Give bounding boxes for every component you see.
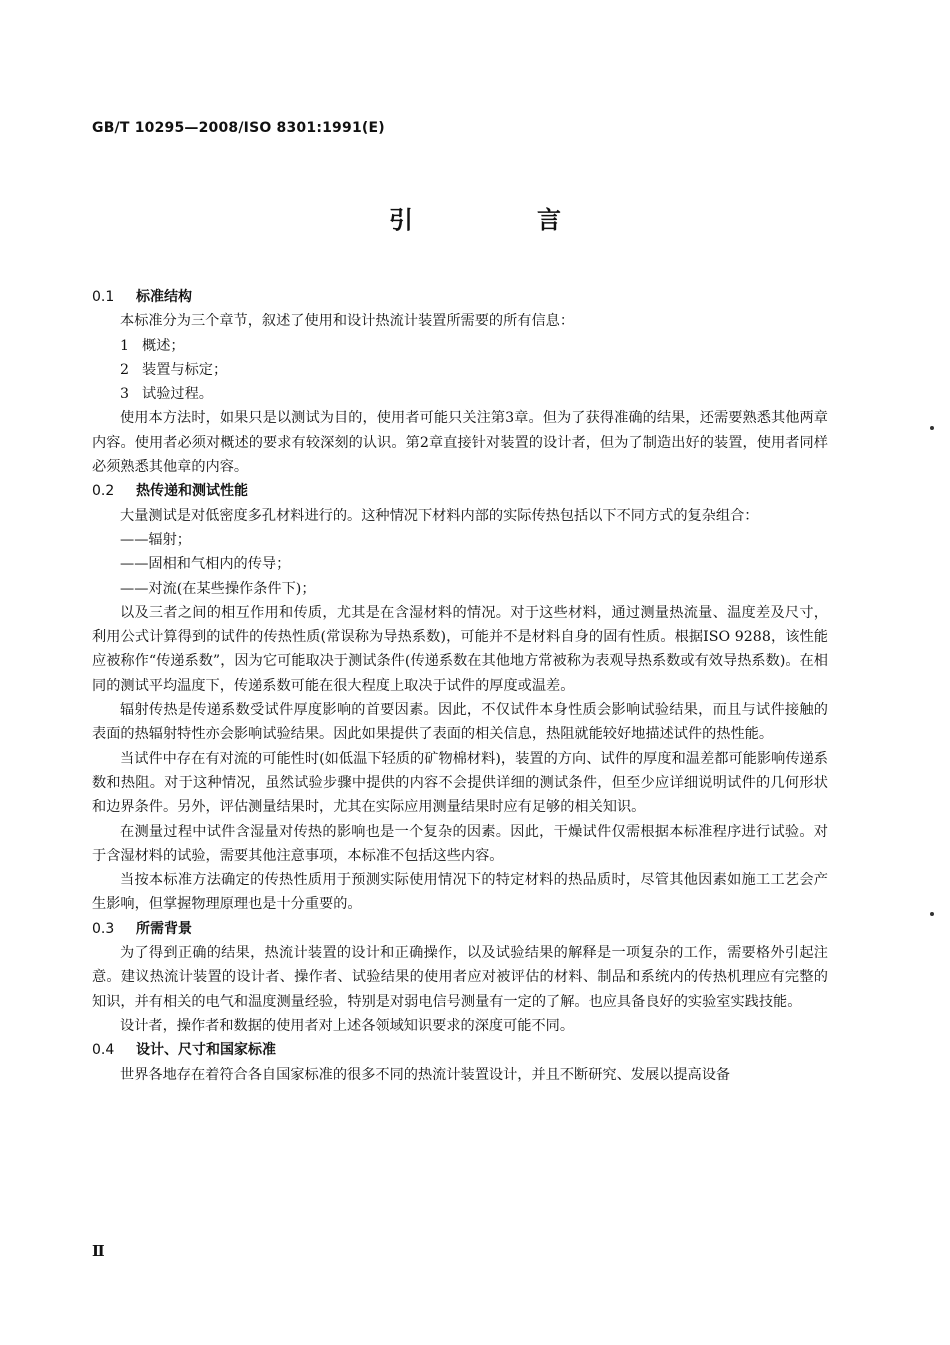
dash-item: ——固相和气相内的传导； xyxy=(120,556,291,573)
section-heading-0-3 xyxy=(92,917,828,941)
list-item xyxy=(92,358,828,382)
list-text: 试验过程。 xyxy=(142,386,213,403)
paragraph: 本标准分为三个章节，叙述了使用和设计热流计装置所需要的所有信息： xyxy=(120,313,575,330)
paragraph: 使用本方法时，如果只是以测试为目的，使用者可能只关注第3章。但为了获得准确的结果，还需要熟悉其他两章内容。使用者必须对概述的要求有较深刻的认识。第2章直接针对装置的设计者，但为了制造出好的装置，使用者同样必须熟悉其他章的内容。 xyxy=(92,410,828,476)
main-content xyxy=(92,285,828,1087)
paragraph: 大量测试是对低密度多孔材料进行的。这种情况下材料内部的实际传热包括以下不同方式的复杂组合： xyxy=(120,507,759,524)
list-number: 1 xyxy=(120,337,130,354)
list-item xyxy=(92,334,828,358)
paragraph: 设计者，操作者和数据的使用者对上述各领域知识要求的深度可能不同。 xyxy=(120,1017,575,1034)
scan-speck xyxy=(930,912,934,916)
list-text: 装置与标定； xyxy=(142,361,228,378)
list-number: 2 xyxy=(120,361,130,378)
section-heading-0-1 xyxy=(92,285,828,309)
paragraph: 辐射传热是传递系数受试件厚度影响的首要因素。因此，不仅试件本身性质会影响试验结果，而且与试件接触的表面的热辐射特性亦会影响试验结果。因此如果提供了表面的相关信息，热阻就能较好地描述试件的热性能。 xyxy=(92,702,828,743)
section-heading-0-2 xyxy=(92,479,828,503)
section-number: 0.2 xyxy=(92,483,115,500)
paragraph: 当按本标准方法确定的传热性质用于预测实际使用情况下的特定材料的热品质时，尽管其他因素如施工工艺会产生影响，但掌握物理原理也是十分重要的。 xyxy=(92,872,828,913)
section-heading-0-4 xyxy=(92,1038,828,1062)
paragraph: 当试件中存在有对流的可能性时(如低温下轻质的矿物棉材料)，装置的方向、试件的厚度和温差都可能影响传递系数和热阻。对于这种情况，虽然试验步骤中提供的内容不会提供详细的测试条件，但至少应详细说明试件的几何形状和边界条件。另外，评估测量结果时，尤其在实际应用测量结果时应有足够的相关知识。 xyxy=(92,750,828,816)
list-item xyxy=(92,382,828,406)
section-title: 热传递和测试性能 xyxy=(136,483,248,500)
section-number: 0.4 xyxy=(92,1042,115,1059)
dash-item: ——辐射； xyxy=(120,531,191,548)
section-title: 设计、尺寸和国家标准 xyxy=(136,1042,276,1059)
section-title: 所需背景 xyxy=(136,920,192,937)
section-number: 0.3 xyxy=(92,920,115,937)
list-number: 3 xyxy=(120,386,130,403)
standard-code-header: GB/T 10295—2008/ISO 8301:1991(E) xyxy=(92,120,385,136)
page-title: 引 言 xyxy=(389,206,611,234)
paragraph: 为了得到正确的结果，热流计装置的设计和正确操作，以及试验结果的解释是一项复杂的工作，需要格外引起注意。建议热流计装置的设计者、操作者、试验结果的使用者应对被评估的材料、制品和系统内的传热机理应有完整的知识，并有相关的电气和温度测量经验，特别是对弱电信号测量有一定的了解。也应具备良好的实验室实践技能。 xyxy=(92,945,828,1010)
scan-speck xyxy=(930,426,934,430)
dash-item: ——对流(在某些操作条件下)； xyxy=(120,580,316,597)
paragraph: 以及三者之间的相互作用和传质，尤其是在含湿材料的情况。对于这些材料，通过测量热流量、温度差及尺寸，利用公式计算得到的试件的传热性质(常误称为导热系数)，可能并不是材料自身的固有性质。根据ISO 9288，该性能应被称作“传递系数”，因为它可能取决于测试条件(传递系数在其他地方常被称为表观导热系数或有效导热系数)。在相同的测试平均温度下，传递系数可能在很大程度上取决于试件的厚度或温差。 xyxy=(92,604,828,694)
paragraph: 世界各地存在着符合各自国家标准的很多不同的热流计装置设计，并且不断研究、发展以提高设备 xyxy=(120,1066,731,1083)
paragraph: 在测量过程中试件含湿量对传热的影响也是一个复杂的因素。因此，干燥试件仅需根据本标准程序进行试验。对于含湿材料的试验，需要其他注意事项，本标准不包括这些内容。 xyxy=(92,823,828,864)
section-number: 0.1 xyxy=(92,289,115,305)
list-text: 概述； xyxy=(142,337,185,354)
page-number: Ⅱ xyxy=(92,1242,105,1260)
section-title: 标准结构 xyxy=(136,289,192,305)
